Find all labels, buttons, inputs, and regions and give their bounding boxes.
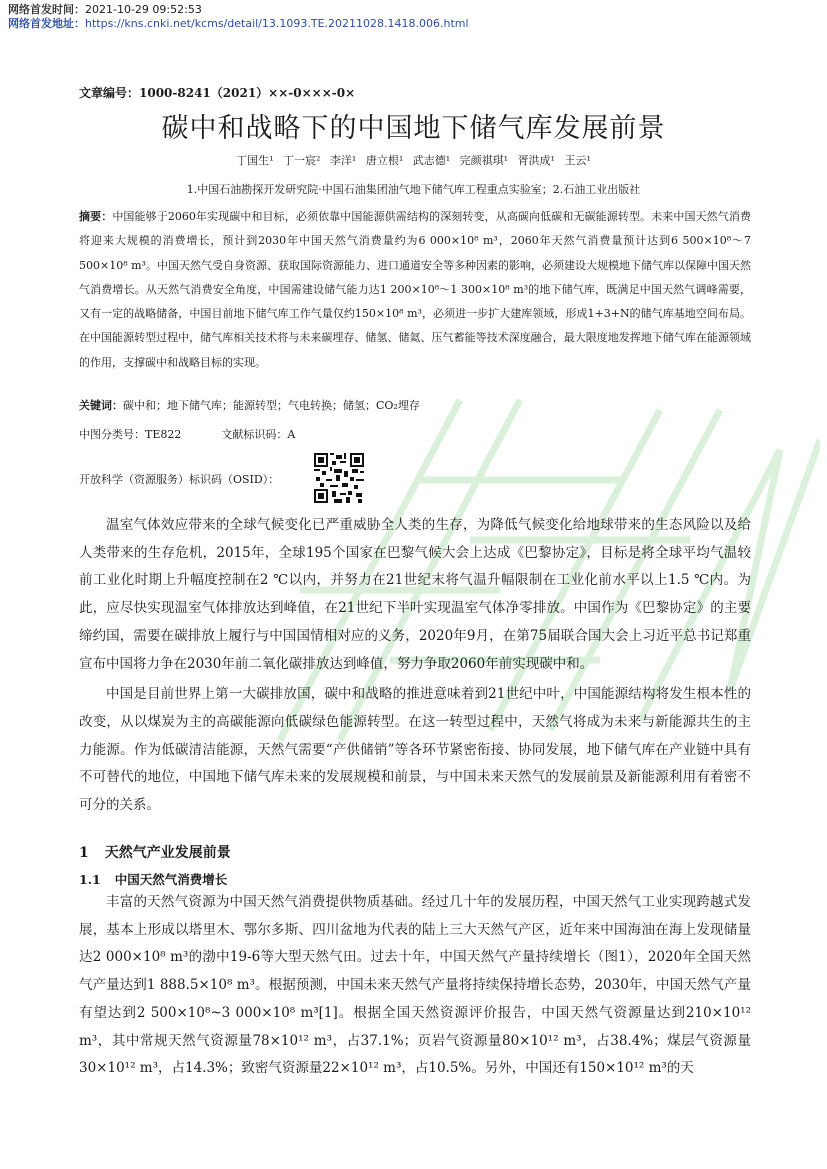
subsection-number: 1.1 xyxy=(79,872,101,887)
page-title: 碳中和战略下的中国地下储气库发展前景 xyxy=(161,113,666,144)
first-publish-time-value: 2021-10-29 09:52:53 xyxy=(85,3,202,16)
doc-code-label: 文献标识码： xyxy=(221,428,288,441)
subsection-heading xyxy=(79,870,241,888)
author-list: 丁国生¹ 丁一宸² 李洋¹ 唐立根¹ 武志德¹ 完颜祺琪¹ 胥洪成¹ 王云¹ xyxy=(236,154,591,167)
first-publish-url-link[interactable]: https://kns.cnki.net/kcms/detail/13.1093.TE.20211028.1418.006.html xyxy=(85,17,469,30)
first-publish-time-label: 网络首发时间： xyxy=(8,3,85,16)
keywords-label: 关键词： xyxy=(79,399,123,412)
affiliation: 1.中国石油勘探开发研究院·中国石油集团油气地下储气库工程重点实验室；2.石油工业出版社 xyxy=(186,183,641,196)
abstract xyxy=(79,205,751,375)
doc-code-value: A xyxy=(287,428,296,441)
body-paragraph-group-2 xyxy=(79,889,751,1083)
body-paragraph: 温室气体效应带来的全球气候变化已严重威胁全人类的生存，为降低气候变化给地球带来的生态风险以及给人类带来的生存危机，2015年，全球195个国家在巴黎气候大会上达成《巴黎协定》，目标是将全球平均气温较前工业化时期上升幅度控制在2 ℃以内，并努力在21世纪末将气温升幅限制在工业化前水平以上1.5 ℃内。为此，应尽快实现温室气体排放达到峰值，在21世纪下半叶实现温室气体净零排放。中国作为《巴黎协定》的主要缔约国，需要在碳排放上履行与中国国情相对应的义务，2020年9月，在第75届联合国大会上习近平总书记郑重宣布中国将力争在2030年前二氧化碳排放达到峰值，努力争取2060年前实现碳中和。 xyxy=(79,517,751,672)
body-paragraph-group-1 xyxy=(79,512,751,820)
subsection-title: 中国天然气消费增长 xyxy=(114,872,228,887)
classification-line xyxy=(79,426,295,442)
osid-label: 开放科学（资源服务）标识码（OSID）： xyxy=(79,473,280,486)
first-publish-url-label: 网络首发地址： xyxy=(8,17,85,30)
clc-label: 中图分类号： xyxy=(79,428,145,441)
first-publish-url[interactable] xyxy=(8,17,469,31)
section-heading xyxy=(79,842,247,862)
body-paragraph: 丰富的天然气资源为中国天然气消费提供物质基础。经过几十年的发展历程，中国天然气工业实现跨越式发展，基本上形成以塔里木、鄂尔多斯、四川盆地为代表的陆上三大天然气产区，近年来中国海油在海上发现储量达2 000×10⁸ m³的渤中19-6等大型天然气田。过去十年，中国天然气产量持续增长（图1），2020年全国天然气产量达到1 888.5×10⁸ m³。根据预测，中国未来天然气产量将持续保持增长态势，2030年，中国天然气产量有望达到2 500×10⁸~3 000×10⁸ m³[1]。根据全国天然资源评价报告，中国天然气资源量达到210×10¹² m³，其中常规天然气资源量78×10¹² m³，占37.1%；页岩气资源量80×10¹² m³，占38.4%；煤层气资源量30×10¹² m³，占14.3%；致密气资源量22×10¹² m³，占10.5%。另外，中国还有150×10¹² m³的天 xyxy=(79,894,751,1077)
first-publish-time xyxy=(8,3,202,17)
qr-code-icon[interactable] xyxy=(314,453,364,503)
clc-value: TE822 xyxy=(145,428,182,441)
keywords xyxy=(79,397,420,413)
abstract-label: 摘要： xyxy=(79,210,113,223)
body-paragraph: 中国是目前世界上第一大碳排放国，碳中和战略的推进意味着到21世纪中叶，中国能源结构将发生根本性的改变，从以煤炭为主的高碳能源向低碳绿色能源转型。在这一转型过程中，天然气将成为未来与新能源共生的主力能源。作为低碳清洁能源，天然气需要“产供储销”等各环节紧密衔接、协同发展，地下储气库在产业链中具有不可替代的地位，中国地下储气库未来的发展规模和前景，与中国未来天然气的发展前景及新能源利用有着密不可分的关系。 xyxy=(79,686,751,814)
section-number: 1 xyxy=(79,845,89,861)
section-title: 天然气产业发展前景 xyxy=(104,845,231,861)
article-number: 文章编号：1000-8241（2021）××-0×××-0× xyxy=(79,86,356,100)
abstract-text: 中国能够于2060年实现碳中和目标，必须依靠中国能源供需结构的深刻转变，从高碳向低碳和无碳能源转型。未来中国天然气消费将迎来大规模的消费增长，预计到2030年中国天然气消费量约为6 000×10⁸ m³，2060年天然气消费量预计达到6 500×10⁸～7 500×10⁸ m³。中国天然气受自身资源、获取国际资源能力、进口通道安全等多种因素的影响，必须建设大规模地下储气库以保障中国天然气消费增长。从天然气消费安全角度，中国需建设储气能力达1 200×10⁸～1 300×10⁸ m³的地下储气库，既满足中国天然气调峰需要，又有一定的战略储备，中国目前地下储气库工作气量仅约150×10⁸ m³，必须进一步扩大建库领域，形成1+3+N的储气库基地空间布局。在中国能源转型过程中，储气库相关技术将与未来碳埋存、储氢、储氦、压气蓄能等技术深度融合，最大限度地发挥地下储气库在能源领域的作用，支撑碳中和战略目标的实现。 xyxy=(79,210,751,369)
keywords-text: 碳中和；地下储气库；能源转型；气电转换；储氢；CO₂埋存 xyxy=(123,399,420,412)
